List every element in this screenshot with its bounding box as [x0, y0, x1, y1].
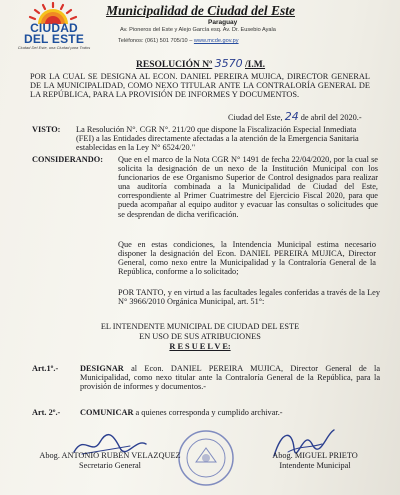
- logo-tagline: Ciudad Del Este, una Ciudad para Todos: [17, 45, 91, 50]
- intendente-title: Intendente Municipal: [279, 461, 351, 470]
- resolution-number-handwritten: 3570: [214, 57, 243, 70]
- institution-country: Paraguay: [208, 19, 238, 26]
- resolution-label: RESOLUCIÓN Nº: [136, 60, 213, 70]
- considerando-paragraph-1: Que en el marco de la Nota CGR N° 1491 de fecha 22/04/2020, por la cual se solicita la designación de un nexo de la Institución Municipal con los funcionarios de ese Organismo Superior de Control designados para realizar una auditoría combinada a la Municipalidad de Ciudad del Este, correspondiente al Primer Cuatrimestre del Ejercicio Fiscal 2020, para que pueda acompañar al equipo auditor y evacuar las consultas o solicitudes que se desprendan de dicha verificación.: [118, 155, 378, 219]
- logo-text-line1: CIUDAD: [30, 21, 78, 35]
- article-2-body: a quienes corresponda y cumplido archivar.-: [135, 408, 283, 417]
- considerando-paragraph-3: POR TANTO, y en virtud a las facultades legales conferidas a través de la Ley N° 3966/2010 Orgánica Municipal, art. 51°:: [118, 288, 380, 307]
- institution-title: Municipalidad de Ciudad del Este: [106, 3, 296, 18]
- article-1-verb: DESIGNAR: [80, 364, 124, 373]
- resolution-subject: POR LA CUAL SE DESIGNA AL ECON. DANIEL PEREIRA MUJICA, DIRECTOR GENERAL DE LA MUNICIPALIDAD, COMO NEXO TITULAR ANTE LA CONTRALORÍA GENERAL DE LA REPÚBLICA, PARA LA PROVISIÓN DE INFORMES Y DOCUMENTOS.: [30, 72, 370, 100]
- website-link[interactable]: www.mcde.gov.py: [193, 38, 239, 44]
- considerando-paragraph-2: Que en estas condiciones, la Intendencia Municipal estima necesario disponer la designación del Econ. DANIEL PEREIRA MUJICA, Director General, como nexo entre la Municipalidad y la Contraloría General de la República, conforme a lo solicitado;: [118, 240, 376, 277]
- resuelve-heading: R E S U E L V E:: [169, 342, 231, 351]
- institution-contact: [118, 38, 239, 44]
- article-2-text: [80, 408, 380, 417]
- resolution-date: [228, 110, 362, 123]
- date-day-handwritten: 24: [284, 110, 299, 123]
- considerando-label: CONSIDERANDO:: [32, 155, 103, 164]
- article-2-label: Art. 2º.-: [32, 408, 61, 417]
- date-prefix: Ciudad del Este,: [228, 113, 283, 122]
- logo-text-line2: DEL ESTE: [23, 32, 85, 46]
- intendente-heading: [40, 322, 360, 352]
- article-1-label: Art.1º.-: [32, 364, 59, 373]
- phone-numbers: Teléfonos: (061) 501 705/10 –: [118, 38, 193, 44]
- article-1-text: [80, 364, 380, 391]
- intendente-name: Abog. MIGUEL PRIETO: [272, 451, 358, 460]
- resolution-suffix: /I.M.: [245, 60, 266, 70]
- signer-secretary: [30, 451, 190, 471]
- intendente-line2: EN USO DE SUS ATRIBUCIONES: [139, 332, 261, 341]
- institution-address: Av. Pioneros del Este y Alejo García esq. Av. Dr. Eusebio Ayala: [120, 27, 276, 33]
- secretary-title: Secretario General: [79, 461, 141, 470]
- visto-text: La Resolución N°. CGR N°. 211/20 que dispone la Fiscalización Especial Inmediata (FEI) a las Entidades directamente afectadas a la atención de la Emergencia Sanitaria establecidas en la Ley N° 6524/20.": [76, 125, 359, 153]
- resolution-number: [136, 57, 265, 70]
- signer-intendente: [250, 451, 380, 471]
- article-1-body: al Econ. DANIEL PEREIRA MUJICA, Director General de la Municipalidad, como nexo titular ante la Contraloría General de la República, para la provisión de informes y documentos.-: [80, 364, 381, 392]
- secretary-name: Abog. ANTONIO RUBÉN VELAZQUEZ: [39, 451, 181, 460]
- visto-label: VISTO:: [32, 125, 61, 134]
- date-suffix: de abril del 2020.-: [300, 113, 362, 122]
- article-2-verb: COMUNICAR: [80, 408, 134, 417]
- intendente-line1: EL INTENDENTE MUNICIPAL DE CIUDAD DEL ESTE: [100, 322, 300, 331]
